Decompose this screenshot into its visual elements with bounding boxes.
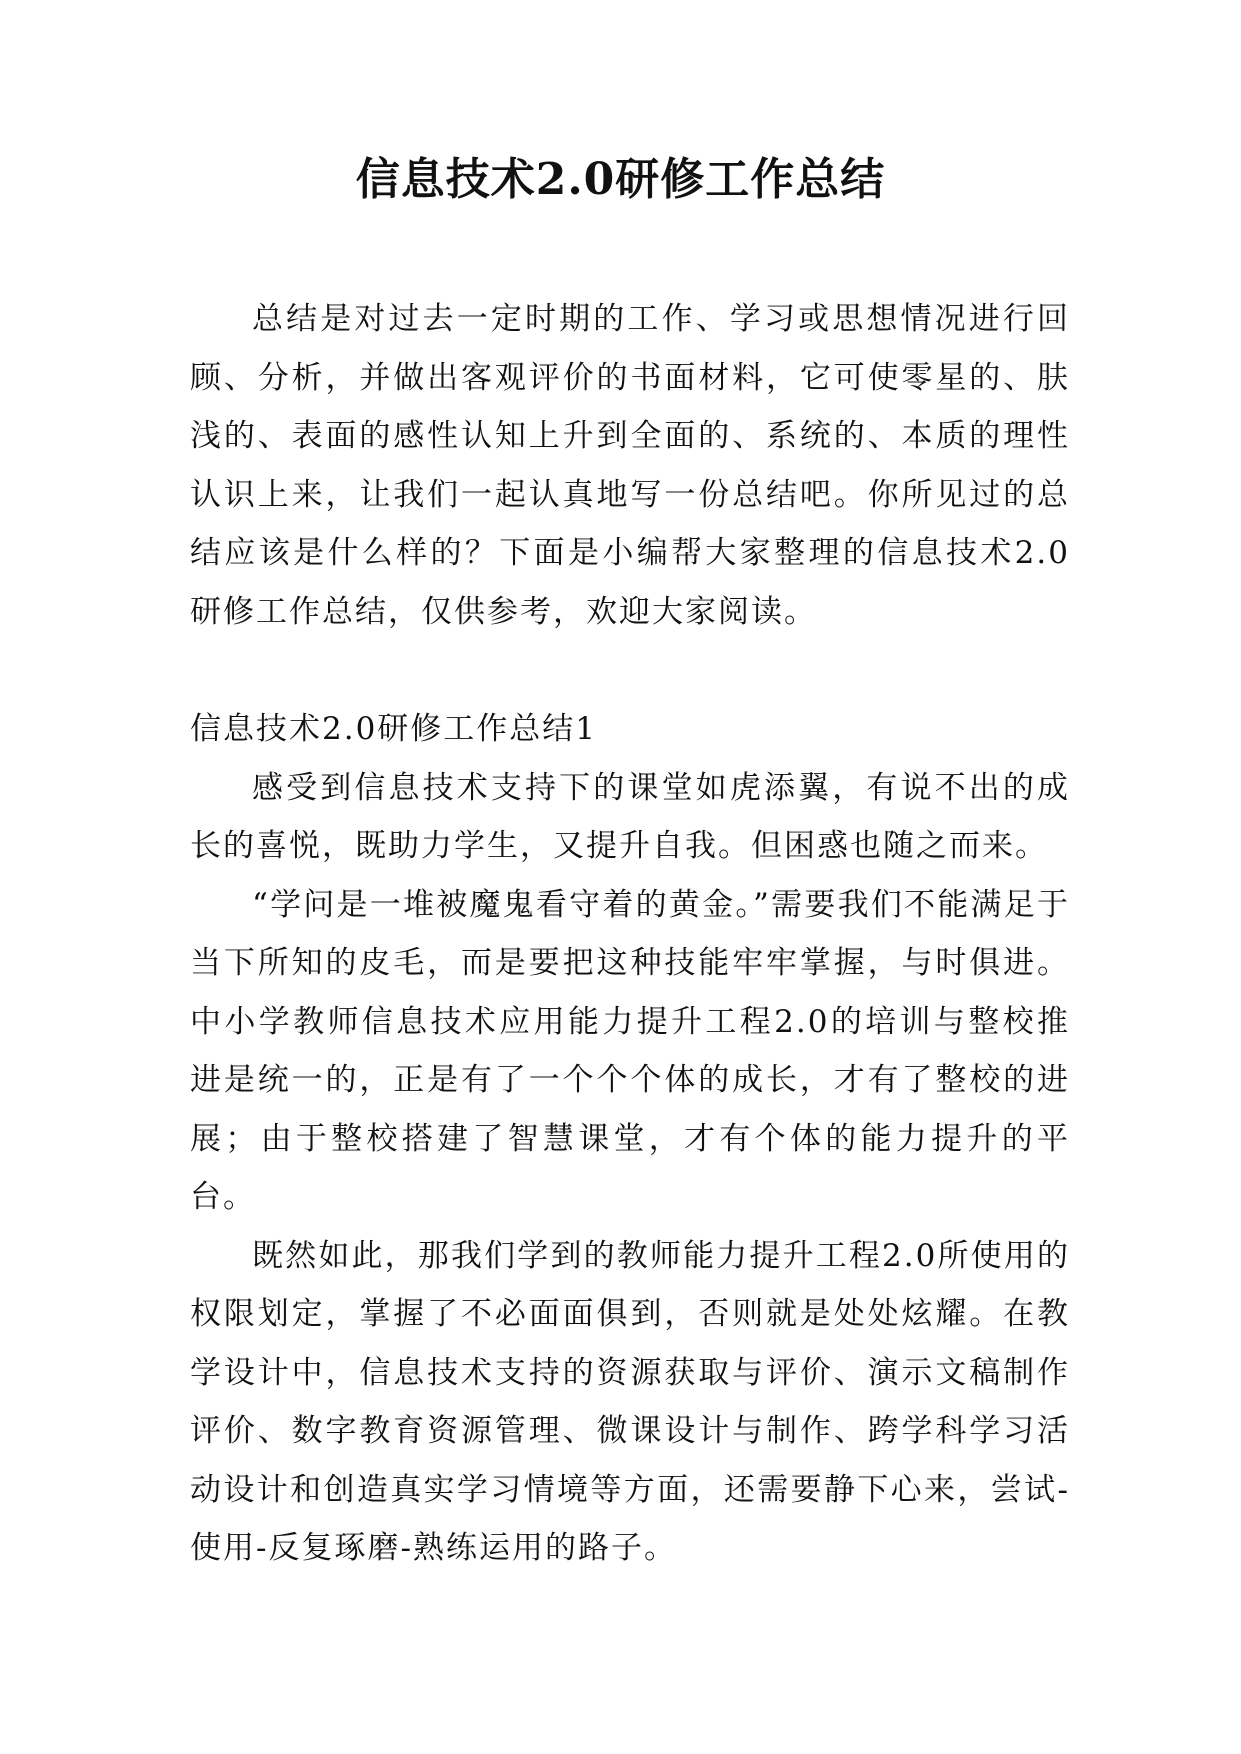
section-heading: 信息技术2.0研修工作总结1 [190, 711, 598, 747]
paragraph-1: 感受到信息技术支持下的课堂如虎添翼，有说不出的成长的喜悦，既助力学生，又提升自我。但困惑也随之而来。 [190, 769, 1070, 864]
paragraph-2: “学问是一堆被魔鬼看守着的黄金。”需要我们不能满足于当下所知的皮毛，而是要把这种技能牢牢掌握，与时俱进。中小学教师信息技术应用能力提升工程2.0的培训与整校推进是统一的，正是有了一个个个体的成长，才有了整校的进展；由于整校搭建了智慧课堂，才有个体的能力提升的平台。 [190, 886, 1070, 1215]
section-1 [190, 700, 1070, 1578]
intro-paragraph: 总结是对过去一定时期的工作、学习或思想情况进行回顾、分析，并做出客观评价的书面材料，它可使零星的、肤浅的、表面的感性认知上升到全面的、系统的、本质的理性认识上来，让我们一起认真地写一份总结吧。你所见过的总结应该是什么样的？下面是小编帮大家整理的信息技术2.0研修工作总结，仅供参考，欢迎大家阅读。 [190, 301, 1070, 630]
document-title: 信息技术2.0研修工作总结 [355, 154, 886, 205]
intro-block [190, 290, 1070, 641]
paragraph-3: 既然如此，那我们学到的教师能力提升工程2.0所使用的权限划定，掌握了不必面面俱到，否则就是处处炫耀。在教学设计中，信息技术支持的资源获取与评价、演示文稿制作评价、数字教育资源管理、微课设计与制作、跨学科学习活动设计和创造真实学习情境等方面，还需要静下心来，尝试-使用-反复琢磨-熟练运用的路子。 [190, 1237, 1070, 1566]
